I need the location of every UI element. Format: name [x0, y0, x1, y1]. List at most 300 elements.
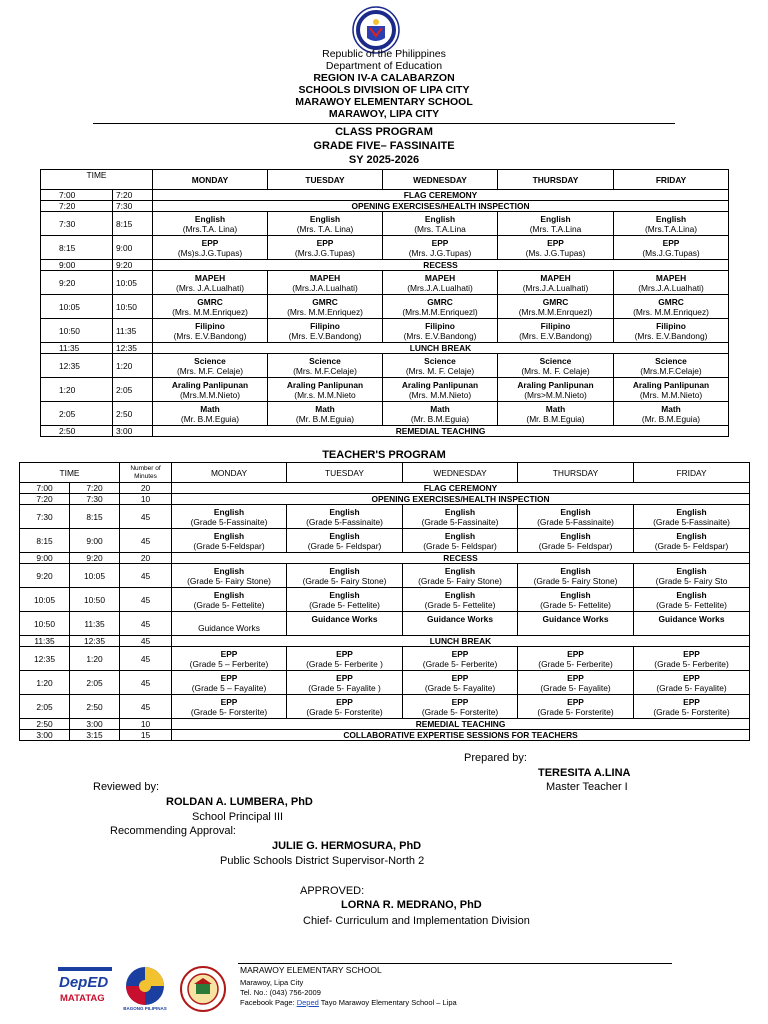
subject-cell: [403, 564, 518, 588]
subject-label: Science: [539, 355, 572, 366]
assignment-label: (Mrs. E.V.Bandong): [519, 330, 592, 341]
assignment-label: (Mrs. J.A.Lualhati): [176, 282, 244, 293]
assignment-label: (Grade 5- Ferberite): [422, 658, 498, 669]
assignment-label: (Mrs. J.G.Tupas): [408, 247, 472, 258]
minutes: 45: [120, 695, 172, 719]
subject-cell: [287, 564, 403, 588]
assignment-label: (Mrs. M.M.Nieto): [408, 389, 472, 400]
subject-label: English: [213, 506, 245, 517]
subject-label: Math: [315, 403, 335, 414]
time-end: 3:00: [70, 719, 120, 730]
time-start: 2:50: [20, 719, 70, 730]
subject-cell: [268, 271, 383, 295]
subject-label: EPP: [336, 672, 353, 683]
header-day: THURSDAY: [498, 170, 614, 190]
subject-label: EPP: [220, 672, 238, 683]
time-end: 7:20: [70, 483, 120, 494]
subject-label: Science: [309, 355, 341, 366]
recommending-title: Public Schools District Supervisor-North 2: [220, 855, 425, 867]
guidance-cell: Guidance Works: [403, 612, 518, 636]
class-program-table: [40, 169, 729, 437]
time-start: 11:35: [41, 343, 113, 354]
school-seal-icon: [180, 966, 226, 1012]
subject-label: EPP: [220, 696, 238, 707]
subject-label: EPP: [431, 237, 449, 248]
assignment-label: (Grade 5- Fayalite): [424, 682, 496, 693]
subject-cell: [518, 505, 634, 529]
header-day: FRIDAY: [614, 170, 729, 190]
subject-cell: [172, 505, 287, 529]
header-republic: Republic of the Philippines: [322, 48, 446, 60]
header-day: WEDNESDAY: [383, 170, 498, 190]
table-header-row: [41, 170, 729, 190]
time-end: 1:20: [113, 354, 153, 378]
subject-label: Araling Panlipunan: [517, 379, 594, 390]
assignment-label: (Mrs. T.A.Lina: [529, 223, 582, 234]
subject-label: EPP: [336, 696, 353, 707]
subject-label: Araling Panlipunan: [286, 379, 364, 390]
subject-label: EPP: [201, 237, 219, 248]
minutes: 45: [120, 588, 172, 612]
time-start: 2:05: [20, 695, 70, 719]
time-end: 9:00: [113, 236, 153, 260]
assignment-label: (Grade 5-Fassinaite): [421, 516, 499, 527]
deped-seal-logo: [352, 6, 400, 54]
subject-cell: [153, 271, 268, 295]
table-row: [41, 426, 729, 437]
assignment-label: (Grade 5- Ferberite): [538, 658, 613, 669]
time-start: 9:20: [20, 564, 70, 588]
subject-label: Araling Panlipunan: [632, 379, 710, 390]
time-start: 7:20: [20, 494, 70, 505]
subject-cell: [403, 671, 518, 695]
footer-school-name: MARAWOY ELEMENTARY SCHOOL: [240, 965, 382, 975]
footer-facebook: [240, 998, 457, 1008]
time-start: 9:20: [41, 271, 113, 295]
table-row: [41, 354, 729, 378]
time-start: 10:05: [20, 588, 70, 612]
subject-cell: [287, 647, 403, 671]
time-end: 10:50: [113, 295, 153, 319]
subject-cell: [153, 402, 268, 426]
time-end: 7:30: [113, 201, 153, 212]
time-end: 10:05: [70, 564, 120, 588]
time-end: 10:05: [113, 271, 153, 295]
subject-cell: [172, 564, 287, 588]
assignment-label: (Mrs.J.G.Tupas): [294, 247, 356, 258]
subject-label: Math: [200, 403, 220, 414]
assignment-label: (Grade 5-Fassinaite): [190, 516, 268, 527]
subject-cell: [518, 564, 634, 588]
subject-label: EPP: [336, 648, 353, 659]
assignment-label: (Mrs. M. F. Celaje): [521, 365, 590, 376]
footer-facebook-link[interactable]: Deped: [296, 998, 319, 1007]
subject-label: GMRC: [312, 296, 338, 307]
subject-cell: [268, 354, 383, 378]
time-start: 3:00: [20, 730, 70, 741]
time-start: 7:30: [41, 212, 113, 236]
subject-cell: [383, 295, 498, 319]
assignment-label: (Mr. B.M.Eguia): [641, 413, 701, 424]
span-activity: RECESS: [172, 553, 750, 564]
subject-cell: [614, 295, 729, 319]
subject-label: English: [676, 506, 707, 517]
assignment-label: (Mrs.T.A.Lina): [644, 223, 698, 234]
minutes: 45: [120, 647, 172, 671]
subject-cell: [172, 588, 287, 612]
subject-cell: [518, 529, 634, 553]
subject-cell: [153, 354, 268, 378]
assignment-label: (Mrs.M.M.Nieto): [180, 389, 241, 400]
assignment-label: (Grade 5- Feldspar): [654, 540, 729, 551]
table-row: [20, 529, 750, 553]
span-activity: LUNCH BREAK: [172, 636, 750, 647]
subject-cell: [268, 378, 383, 402]
header-time: TIME: [41, 170, 153, 190]
subject-cell: [287, 695, 403, 719]
subject-cell: [634, 564, 750, 588]
subject-cell: [153, 212, 268, 236]
time-end: 11:35: [113, 319, 153, 343]
assignment-label: (Mrs. M.M.Enriquez): [172, 306, 248, 317]
assignment-label: (Grade 5- Fairy Stone): [302, 575, 387, 586]
subject-label: Filipino: [310, 320, 340, 331]
assignment-label: (Grade 5- Fairy Stone): [533, 575, 618, 586]
minutes: 45: [120, 636, 172, 647]
subject-label: English: [676, 589, 707, 600]
assignment-label: (Mrs.J.A.Lualhati): [292, 282, 358, 293]
class-program-grade: GRADE FIVE– FASSINAITE: [313, 140, 455, 152]
assignment-label: (Grade 5-Fassinaite): [306, 516, 383, 527]
assignment-label: (Mrs. M.M.Nieto): [639, 389, 703, 400]
subject-label: EPP: [316, 237, 334, 248]
teacher-program-table: [19, 462, 750, 741]
assignment-label: (Grade 5- Forsterite): [653, 706, 730, 717]
time-start: 11:35: [20, 636, 70, 647]
table-row: [20, 636, 750, 647]
time-start: 1:20: [20, 671, 70, 695]
assignment-label: (Grade 5- Forsterite): [306, 706, 383, 717]
subject-cell: [383, 402, 498, 426]
span-activity: FLAG CEREMONY: [172, 483, 750, 494]
time-end: 2:50: [70, 695, 120, 719]
table-row: [20, 588, 750, 612]
subject-label: EPP: [683, 672, 700, 683]
subject-cell: [153, 378, 268, 402]
header-time: TIME: [20, 463, 120, 483]
subject-cell: [268, 402, 383, 426]
header-school: MARAWOY ELEMENTARY SCHOOL: [295, 96, 473, 108]
class-program-sy: SY 2025-2026: [348, 154, 420, 166]
prepared-by-title: Master Teacher I: [546, 781, 628, 793]
assignment-label: (Mrs.J.A.Lualhati): [407, 282, 473, 293]
assignment-label: (Mr. B.M.Eguia): [180, 413, 240, 424]
assignment-label: (Grade 5-Fassinaite): [653, 516, 730, 527]
time-start: 2:50: [41, 426, 113, 437]
table-row: [20, 719, 750, 730]
subject-label: GMRC: [658, 296, 684, 307]
assignment-label: (Mrs.T.A. Lina): [182, 223, 238, 234]
time-end: 2:05: [70, 671, 120, 695]
subject-cell: [268, 212, 383, 236]
subject-cell: [268, 236, 383, 260]
subject-cell: [268, 319, 383, 343]
subject-cell: [518, 671, 634, 695]
reviewed-by-title: School Principal III: [192, 811, 284, 823]
class-program-title: CLASS PROGRAM: [335, 126, 433, 138]
header-day: TUESDAY: [287, 463, 403, 483]
time-end: 12:35: [113, 343, 153, 354]
subject-cell: [153, 236, 268, 260]
subject-cell: [172, 671, 287, 695]
subject-label: MAPEH: [309, 272, 341, 283]
table-row: [41, 271, 729, 295]
subject-label: English: [213, 565, 245, 576]
time-end: 9:20: [70, 553, 120, 564]
subject-cell: [287, 529, 403, 553]
subject-cell: [383, 354, 498, 378]
subject-label: EPP: [567, 648, 584, 659]
assignment-label: (Grade 5- Fayalite ): [308, 682, 381, 693]
subject-cell: [614, 236, 729, 260]
subject-cell: [498, 378, 614, 402]
time-end: 2:05: [113, 378, 153, 402]
subject-cell: [518, 695, 634, 719]
bagong-pilipinas-icon: [120, 964, 170, 1008]
subject-label: EPP: [662, 237, 680, 248]
assignment-label: (Grade 5- Ferberite): [654, 658, 729, 669]
subject-label: English: [213, 530, 245, 541]
subject-label: GMRC: [542, 296, 569, 307]
header-division: SCHOOLS DIVISION OF LIPA CITY: [298, 84, 470, 96]
table-row: [41, 260, 729, 271]
subject-label: English: [424, 213, 456, 224]
table-row: [20, 505, 750, 529]
table-row: [20, 647, 750, 671]
table-row: [41, 402, 729, 426]
assignment-label: (Grade 5- Feldspar): [423, 540, 497, 551]
subject-cell: [614, 378, 729, 402]
header-minutes: Number of Minutes: [120, 463, 172, 483]
subject-label: GMRC: [427, 296, 453, 307]
table-row: [20, 553, 750, 564]
subject-label: English: [329, 589, 360, 600]
subject-label: Science: [655, 355, 687, 366]
guidance-cell: Guidance Works: [287, 612, 403, 636]
subject-cell: [172, 695, 287, 719]
subject-cell: [498, 236, 614, 260]
table-row: [41, 378, 729, 402]
guidance-cell: Guidance Works: [172, 612, 287, 636]
table-row: [41, 190, 729, 201]
assignment-label: (Grade 5- Fairy Sto: [655, 575, 728, 586]
subject-cell: [634, 505, 750, 529]
subject-cell: [403, 588, 518, 612]
minutes: 20: [120, 483, 172, 494]
recommending-name: JULIE G. HERMOSURA, PhD: [272, 840, 422, 852]
subject-label: Araling Panlipunan: [171, 379, 249, 390]
assignment-label: (Grade 5- Fettelite): [540, 599, 611, 610]
assignment-label: (Mrs.M.M.Enriquezl): [402, 306, 478, 317]
subject-label: EPP: [451, 696, 469, 707]
subject-cell: [383, 271, 498, 295]
bagong-pilipinas-wordmark: BAGONG PILIPINAS: [123, 1006, 167, 1011]
span-activity: COLLABORATIVE EXPERTISE SESSIONS FOR TEACHERS: [172, 730, 750, 741]
assignment-label: (Mr. B.M.Eguia): [526, 413, 585, 424]
assignment-label: (Mrs. E.V.Bandong): [634, 330, 708, 341]
subject-label: English: [676, 565, 707, 576]
footer-facebook-prefix: Facebook Page:: [240, 998, 297, 1007]
minutes: 10: [120, 719, 172, 730]
approved-label: APPROVED:: [300, 885, 365, 897]
assignment-label: (Grade 5- Fettelite): [193, 599, 265, 610]
subject-label: English: [309, 213, 341, 224]
subject-label: EPP: [451, 672, 469, 683]
assignment-label: (Mr. B.M.Eguia): [295, 413, 355, 424]
time-start: 10:50: [41, 319, 113, 343]
time-start: 1:20: [41, 378, 113, 402]
subject-label: MAPEH: [424, 272, 456, 283]
subject-label: English: [329, 565, 360, 576]
subject-label: English: [540, 213, 571, 224]
assignment-label: (Grade 5 – Fayalite): [191, 682, 267, 693]
assignment-label: (Grade 5- Fairy Stone): [187, 575, 271, 586]
time-end: 7:30: [70, 494, 120, 505]
subject-cell: [403, 505, 518, 529]
assignment-label: (Grade 5- Fettelite): [656, 599, 727, 610]
span-activity: REMEDIAL TEACHING: [172, 719, 750, 730]
assignment-label: (Grade 5- Fettelite): [424, 599, 496, 610]
assignment-label: (Mrs.J.A.Lualhati): [638, 282, 704, 293]
subject-cell: [287, 671, 403, 695]
subject-cell: [634, 529, 750, 553]
table-row: [41, 212, 729, 236]
assignment-label: (Grade 5- Forsterite): [190, 706, 268, 717]
subject-cell: [172, 647, 287, 671]
subject-label: Filipino: [656, 320, 686, 331]
assignment-label: (Grade 5 – Ferberite): [189, 658, 269, 669]
subject-cell: [614, 212, 729, 236]
time-start: 2:05: [41, 402, 113, 426]
span-activity: OPENING EXERCISES/HEALTH INSPECTION: [153, 201, 729, 212]
subject-label: Math: [661, 403, 681, 414]
minutes: 45: [120, 564, 172, 588]
subject-label: English: [213, 589, 245, 600]
assignment-label: (Mrs. M.F. Celaje): [176, 365, 244, 376]
subject-label: Filipino: [195, 320, 225, 331]
assignment-label: (Mrs. M. F. Celaje): [405, 365, 475, 376]
assignment-label: (Mrs. E.V.Bandong): [403, 330, 477, 341]
assignment-label: (Grade 5- Fettelite): [309, 599, 380, 610]
table-row: [41, 295, 729, 319]
assignment-label: (Ms)s.J.G.Tupas): [177, 247, 243, 258]
approved-name: LORNA R. MEDRANO, PhD: [341, 899, 482, 911]
subject-label: EPP: [547, 237, 564, 248]
subject-cell: [383, 378, 498, 402]
assignment-label: (Mr.s. M.M.Nieto: [294, 389, 356, 400]
deped-matatag-logo: [56, 964, 114, 1016]
subject-label: EPP: [683, 696, 700, 707]
time-end: 3:15: [70, 730, 120, 741]
header-department: Department of Education: [325, 60, 443, 72]
assignment-label: (Mrs. M.M.Enriquez): [287, 306, 363, 317]
subject-label: EPP: [451, 648, 469, 659]
subject-cell: [614, 271, 729, 295]
header-region: REGION IV-A CALABARZON: [313, 72, 455, 84]
time-start: 7:30: [20, 505, 70, 529]
subject-cell: [614, 354, 729, 378]
time-end: 8:15: [70, 505, 120, 529]
assignment-label: (Mr. B.M.Eguia): [410, 413, 470, 424]
deped-wordmark: DepED: [59, 974, 109, 991]
span-activity: LUNCH BREAK: [153, 343, 729, 354]
assignment-label: (Mrs. T.A. Lina): [296, 223, 354, 234]
subject-cell: [498, 295, 614, 319]
subject-cell: [518, 588, 634, 612]
subject-label: English: [194, 213, 226, 224]
time-start: 10:50: [20, 612, 70, 636]
subject-label: Science: [424, 355, 456, 366]
subject-label: Filipino: [540, 320, 571, 331]
subject-label: EPP: [220, 648, 238, 659]
assignment-label: (Mrs.M.M.Enrquezl): [518, 306, 593, 317]
subject-cell: [498, 402, 614, 426]
time-start: 8:15: [41, 236, 113, 260]
table-row: [41, 236, 729, 260]
subject-label: Araling Panlipunan: [401, 379, 479, 390]
subject-cell: [634, 647, 750, 671]
reviewed-by-name: ROLDAN A. LUMBERA, PhD: [166, 796, 313, 808]
assignment-label: (Grade 5-Feldspar): [193, 540, 265, 551]
header-day: MONDAY: [153, 170, 268, 190]
assignment-label: (Ms. J.G.Tupas): [525, 247, 586, 258]
time-end: 7:20: [113, 190, 153, 201]
subject-cell: [153, 319, 268, 343]
subject-cell: [614, 319, 729, 343]
assignment-label: (Grade 5- Ferberite ): [306, 658, 383, 669]
assignment-label: (Grade 5- Forsterite): [537, 706, 614, 717]
subject-label: MAPEH: [194, 272, 226, 283]
subject-label: MAPEH: [655, 272, 687, 283]
assignment-label: (Mrs. T.A.Lina: [414, 223, 466, 234]
subject-cell: [383, 212, 498, 236]
footer-facebook-suffix: Tayo Marawoy Elementary School – Lipa: [318, 998, 457, 1007]
time-end: 9:20: [113, 260, 153, 271]
time-start: 10:05: [41, 295, 113, 319]
assignment-label: (Grade 5- Fayalite): [656, 682, 727, 693]
assignment-label: (Grade 5-Fassinaite): [537, 516, 614, 527]
subject-cell: [634, 695, 750, 719]
header-day: FRIDAY: [634, 463, 750, 483]
matatag-wordmark: MATATAG: [60, 993, 105, 1004]
assignment-label: (Mrs. M.F.Celaje): [293, 365, 357, 376]
subject-label: Math: [545, 403, 566, 414]
subject-label: English: [329, 506, 360, 517]
footer-divider: [238, 963, 672, 964]
subject-cell: [614, 402, 729, 426]
subject-cell: [498, 319, 614, 343]
prepared-by-label: Prepared by:: [464, 752, 527, 764]
header-address: MARAWOY, LIPA CITY: [328, 108, 440, 120]
minutes: 15: [120, 730, 172, 741]
table-row: [20, 494, 750, 505]
subject-label: English: [560, 565, 591, 576]
time-start: 9:00: [20, 553, 70, 564]
subject-label: EPP: [683, 648, 700, 659]
subject-label: English: [329, 530, 360, 541]
subject-label: English: [560, 506, 591, 517]
assignment-label: (Mrs. E.V.Bandong): [173, 330, 247, 341]
